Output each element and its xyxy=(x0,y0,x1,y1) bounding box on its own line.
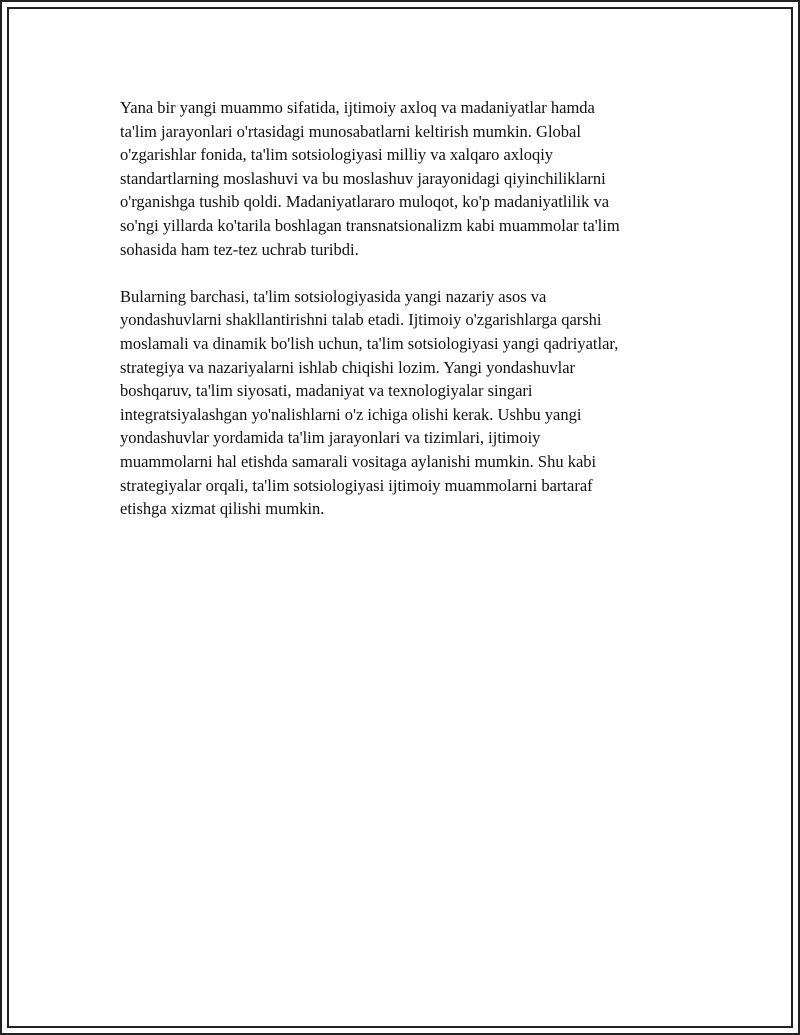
paragraph-line: sohasida ham tez-tez uchrab turibdi. xyxy=(120,239,359,259)
paragraph-line: muammolarni hal etishda samarali vositaga aylanishi mumkin. Shu kabi xyxy=(120,451,597,471)
paragraph-line: standartlarning moslashuvi va bu moslashuv jarayonidagi qiyinchiliklarni xyxy=(120,168,606,188)
paragraph-line: strategiyalar orqali, ta'lim sotsiologiyasi ijtimoiy muammolarni bartaraf xyxy=(120,475,593,495)
paragraph-line: boshqaruv, ta'lim siyosati, madaniyat va texnologiyalar singari xyxy=(120,381,533,401)
paragraph-line: etishga xizmat qilishi mumkin. xyxy=(120,499,325,519)
paragraph-line: Yana bir yangi muammo sifatida, ijtimoiy axloq va madaniyatlar hamda xyxy=(120,98,595,117)
paragraph-2 xyxy=(120,285,690,521)
paragraph-line: o'rganishga tushib qoldi. Madaniyatlararo muloqot, ko'p madaniyatlilik va xyxy=(120,192,610,212)
paragraph-line: moslamali va dinamik bo'lish uchun, ta'lim sotsiologiyasi yangi qadriyatlar, xyxy=(120,333,619,353)
paragraph-line: ta'lim jarayonlari o'rtasidagi munosabatlarni keltirish mumkin. Global xyxy=(120,121,581,141)
paragraph-1 xyxy=(120,96,690,261)
paragraph-line: integratsiyalashgan yo'nalishlarni o'z ichiga olishi kerak. Ushbu yangi xyxy=(120,404,582,424)
paragraph-line: yondashuvlar yordamida ta'lim jarayonlari va tizimlari, ijtimoiy xyxy=(120,428,541,448)
paragraph-line: yondashuvlarni shakllantirishni talab etadi. Ijtimoiy o'zgarishlarga qarshi xyxy=(120,310,602,330)
paragraph-line: o'zgarishlar fonida, ta'lim sotsiologiyasi milliy va xalqaro axloqiy xyxy=(120,145,554,165)
paragraph-line: Bularning barchasi, ta'lim sotsiologiyasida yangi nazariy asos va xyxy=(120,286,547,306)
paragraph-line: so'ngi yillarda ko'tarila boshlagan transnatsionalizm kabi muammolar ta'lim xyxy=(120,215,620,235)
document-body xyxy=(120,96,690,544)
paragraph-line: strategiya va nazariyalarni ishlab chiqishi lozim. Yangi yondashuvlar xyxy=(120,357,576,377)
